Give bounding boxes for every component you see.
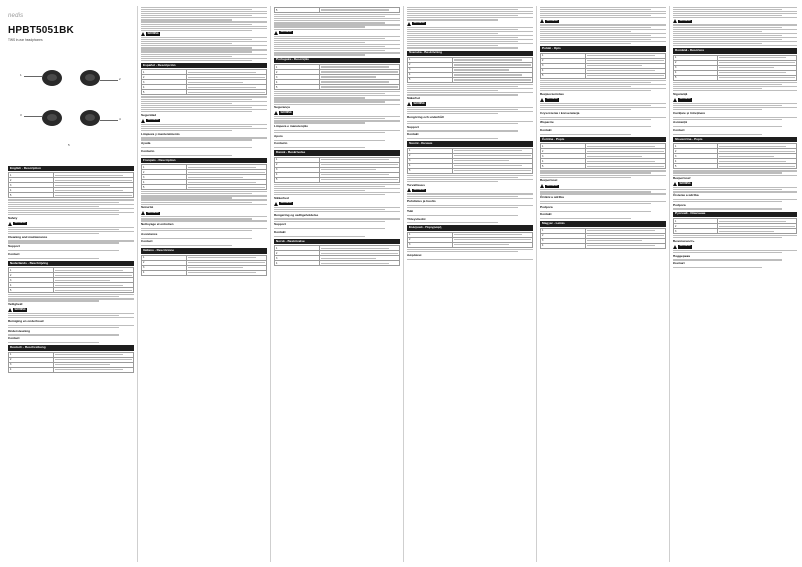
- subsection-heading: Tuki: [407, 208, 414, 213]
- subsection-heading: Bezpieczeństwo: [540, 91, 564, 96]
- spec-table: 1 2 3 4 5: [540, 143, 666, 169]
- subsection-heading: Kontakt: [540, 212, 552, 217]
- section-header: Čeština - Popis: [540, 137, 666, 142]
- warning-icon: [407, 188, 411, 192]
- column-divider: [536, 6, 537, 562]
- subsection-heading: Support: [274, 222, 286, 227]
- subsection-heading: Контакт: [673, 261, 685, 266]
- subsection-heading: Puhdistus ja huolto: [407, 199, 436, 204]
- subsection-heading: Curățare și întreținere: [673, 110, 706, 115]
- warning-icon: [673, 98, 677, 102]
- warning-icon: [540, 98, 544, 102]
- subsection-heading: Nettoyage et entretien: [141, 222, 174, 227]
- subsection-heading: Reiniging en onderhoud: [8, 319, 44, 323]
- subsection-heading: Seguridad: [141, 112, 157, 117]
- subsection-heading: Contacto: [274, 141, 288, 146]
- warning-badge: WARNING: [8, 222, 134, 226]
- callout-number: 1: [20, 73, 22, 77]
- subsection-heading: Veiligheid: [8, 302, 23, 307]
- subsection-heading: Contact: [8, 336, 20, 341]
- column-6: [673, 6, 797, 562]
- subsection-heading: Ondersteuning: [8, 328, 31, 333]
- subsection-heading: Безопасность: [673, 238, 695, 243]
- product-subtitle: TWS in-ear headphones: [8, 38, 43, 42]
- subsection-heading: Kontakt: [274, 229, 286, 234]
- subsection-heading: Säkerhet: [407, 96, 421, 101]
- brand-logo: nedis: [8, 13, 24, 19]
- section-header: Slovenčina - Popis: [673, 137, 797, 142]
- subsection-heading: Kontakt: [540, 128, 552, 132]
- warning-icon: [673, 182, 677, 186]
- subsection-heading: Apoio: [274, 133, 283, 138]
- subsection-heading: Czyszczenie i konserwacja: [540, 110, 580, 115]
- callout-number: 2: [119, 77, 121, 81]
- callout-number: 5: [68, 143, 70, 147]
- spec-table: 1 2 3 4: [274, 245, 400, 266]
- spec-table: 1 2 3 4 5: [8, 267, 134, 293]
- subsection-heading: Rengöring och underhåll: [407, 115, 444, 120]
- section-header: Español - Descripción: [141, 63, 267, 68]
- warning-badge: WARNING: [673, 98, 797, 102]
- spec-table: 1 2 3: [673, 218, 797, 234]
- subsection-heading: Čištění a údržba: [540, 195, 564, 200]
- callout-number: 4: [119, 117, 121, 121]
- warning-icon: [141, 119, 145, 123]
- subsection-heading: Contact: [8, 251, 20, 256]
- column-3: [274, 6, 400, 562]
- spec-table: 1 2 3 4 5: [673, 143, 797, 169]
- warning-badge: WARNING: [141, 32, 267, 36]
- subsection-heading: Support: [8, 244, 20, 249]
- warning-badge: WARNING: [540, 19, 666, 23]
- spec-table: 1 2 3 4 5: [141, 69, 267, 95]
- column-1: [8, 6, 134, 562]
- warning-badge: WARNING: [540, 98, 666, 102]
- section-header: Ελληνικά - Περιγραφή: [407, 225, 533, 230]
- spec-table: 1 2 3 4 5: [540, 53, 666, 79]
- subsection-heading: Limpeza e manutenção: [274, 124, 309, 129]
- warning-badge: WARNING: [141, 211, 267, 215]
- column-divider: [669, 6, 670, 562]
- section-header: Suomi - Kuvaus: [407, 141, 533, 146]
- section-header: Dansk - Beskrivelse: [274, 150, 400, 155]
- section-header: Português - Descrição: [274, 58, 400, 63]
- subsection-heading: Safety: [8, 215, 18, 220]
- warning-icon: [673, 19, 677, 23]
- spec-table: 1 2 3 4 5: [274, 157, 400, 183]
- warning-icon: [274, 111, 278, 115]
- subsection-heading: Turvallisuus: [407, 182, 425, 187]
- spec-table: 5: [274, 7, 400, 13]
- section-header: Русский - Описание: [673, 212, 797, 217]
- subsection-heading: Bezpečnosť: [673, 176, 691, 181]
- subsection-heading: Ayuda: [141, 141, 151, 146]
- section-header: Svenska - Beskrivning: [407, 51, 533, 56]
- subsection-heading: Contacto: [141, 148, 155, 153]
- subsection-heading: Kontakt: [407, 132, 419, 137]
- warning-icon: [274, 202, 278, 206]
- warning-icon: [8, 308, 12, 312]
- section-header: Norsk - Beskrivelse: [274, 239, 400, 244]
- spec-table: 1 2 3: [407, 232, 533, 248]
- subsection-heading: Поддержка: [673, 253, 691, 258]
- right-earbud-image: [80, 70, 100, 86]
- column-5: [540, 6, 666, 562]
- column-divider: [270, 6, 271, 562]
- warning-icon: [274, 31, 278, 35]
- warning-icon: [141, 32, 145, 36]
- spec-table: 1 2 3 4: [141, 255, 267, 276]
- warning-badge: WARNING: [673, 19, 797, 23]
- warning-icon: [407, 102, 411, 106]
- spec-table: 1 2 3 4 5: [274, 64, 400, 90]
- warning-icon: [673, 245, 677, 249]
- spec-table: 1 2 3 4 5: [141, 164, 267, 190]
- subsection-heading: Sécurité: [141, 205, 154, 210]
- callout-number: 3: [20, 113, 22, 117]
- subsection-heading: Podpora: [673, 202, 686, 207]
- warning-badge: WARNING: [141, 119, 267, 123]
- spec-table: 1 2 3 4 5: [8, 172, 134, 198]
- section-header: Italiano - Descrizione: [141, 248, 267, 253]
- warning-icon: [141, 211, 145, 215]
- warning-icon: [540, 184, 544, 188]
- subsection-heading: Contact: [141, 239, 153, 244]
- spec-table: 1 2 3 4: [540, 228, 666, 249]
- section-header: Nederlands - Beschrijving: [8, 261, 134, 266]
- spec-table: 1 2 3 4 5: [673, 55, 797, 81]
- subsection-heading: Limpieza y mantenimiento: [141, 131, 180, 136]
- subsection-heading: Ασφάλεια: [407, 252, 422, 257]
- column-divider: [403, 6, 404, 562]
- warning-badge: WARNING: [274, 202, 400, 206]
- warning-badge: WARNING: [673, 245, 797, 249]
- warning-badge: WARNING: [8, 308, 134, 312]
- subsection-heading: Siguranță: [673, 91, 688, 96]
- warning-badge: WARNING: [274, 31, 400, 35]
- section-header: Deutsch - Beschreibung: [8, 345, 134, 350]
- subsection-heading: Čistenie a údržba: [673, 193, 699, 198]
- subsection-heading: Cleaning and maintenance: [8, 234, 48, 239]
- warning-badge: WARNING: [274, 111, 400, 115]
- warning-icon: [407, 22, 411, 26]
- subsection-heading: Bezpečnost: [540, 178, 558, 183]
- product-model: HPBT5051BK: [8, 24, 74, 36]
- subsection-heading: Sikkerhed: [274, 195, 289, 200]
- subsection-heading: Segurança: [274, 105, 290, 110]
- section-header: Polski - Opis: [540, 46, 666, 51]
- spec-table: 1 2 3 4 5: [407, 148, 533, 174]
- subsection-heading: Rengøring og vedligeholdelse: [274, 212, 319, 217]
- section-header: Magyar - Leírás: [540, 221, 666, 226]
- subsection-heading: Yhteystiedot: [407, 216, 426, 221]
- warning-icon: [8, 222, 12, 226]
- subsection-heading: Podpora: [540, 204, 553, 209]
- subsection-heading: Asistență: [673, 120, 687, 125]
- warning-badge: WARNING: [407, 188, 533, 192]
- section-header: English - Description: [8, 166, 134, 171]
- subsection-heading: Support: [407, 124, 419, 129]
- warning-icon: [540, 19, 544, 23]
- right-earbud-side-image: [80, 110, 100, 126]
- warning-badge: WARNING: [540, 184, 666, 188]
- column-divider: [137, 6, 138, 562]
- product-illustration: [8, 46, 134, 164]
- left-earbud-side-image: [42, 110, 62, 126]
- spec-table: 1 2 3 4 5: [407, 57, 533, 83]
- column-2: [141, 6, 267, 562]
- warning-badge: WARNING: [407, 102, 533, 106]
- spec-table: 1 2 3 4: [8, 352, 134, 373]
- subsection-heading: Contact: [673, 128, 685, 132]
- warning-badge: WARNING: [407, 22, 533, 26]
- left-earbud-image: [42, 70, 62, 86]
- column-4: [407, 6, 533, 562]
- subsection-heading: Assistance: [141, 231, 158, 236]
- section-header: Română - Descriere: [673, 48, 797, 53]
- subsection-heading: Wsparcie: [540, 120, 554, 125]
- warning-badge: WARNING: [673, 182, 797, 186]
- section-header: Français - Description: [141, 158, 267, 163]
